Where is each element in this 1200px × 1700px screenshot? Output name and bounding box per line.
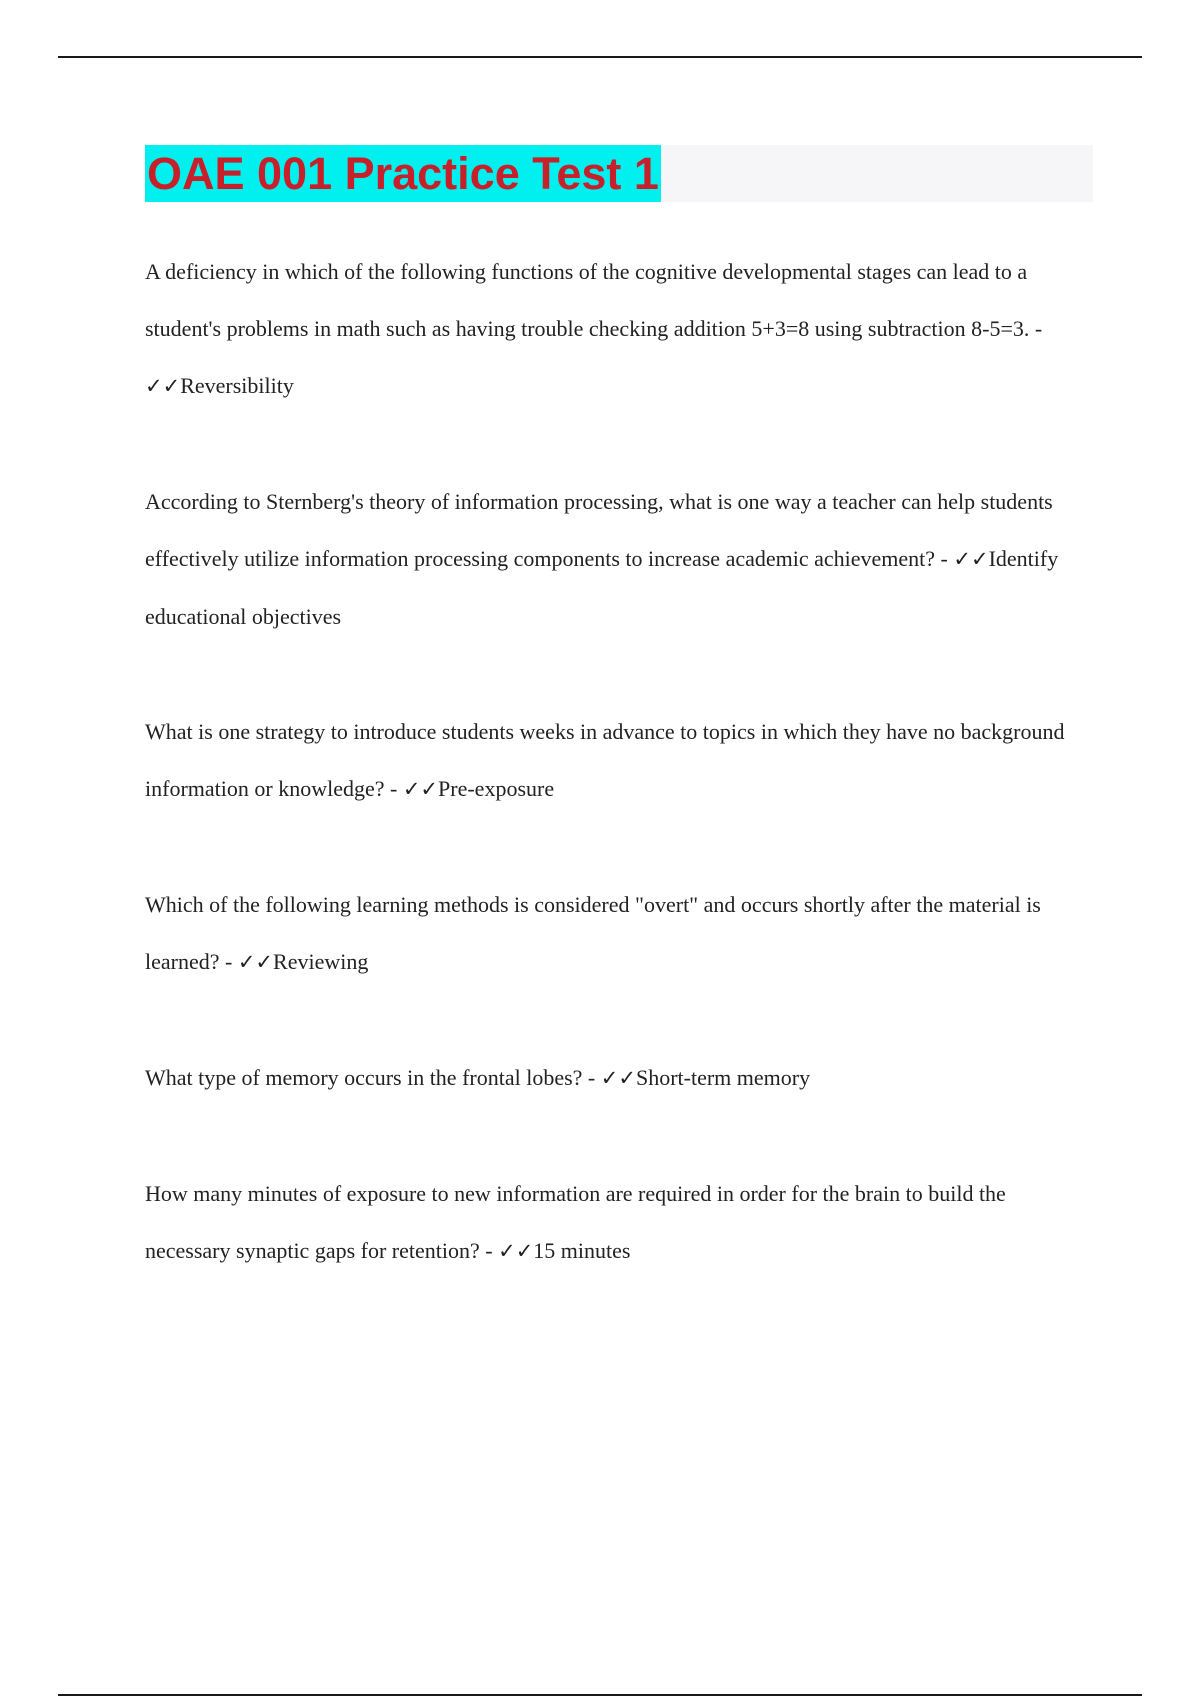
question-text: How many minutes of exposure to new information are required in order for the brain to build the necessary synaptic gaps for retention? <box>145 1181 1006 1263</box>
answer-text: 15 minutes <box>533 1238 631 1263</box>
answer-separator: - <box>479 1238 499 1263</box>
question-text: What type of memory occurs in the frontal lobes? <box>145 1065 583 1090</box>
answer-separator: - <box>1029 316 1043 341</box>
answer-separator: - <box>582 1065 601 1090</box>
question-text: What is one strategy to introduce students weeks in advance to topics in which they have no background information or knowledge? <box>145 719 1065 801</box>
double-check-icon: ✓✓ <box>953 547 989 571</box>
qa-item <box>145 876 1095 991</box>
qa-list <box>145 243 1095 1338</box>
qa-item <box>145 1049 1095 1107</box>
page-bottom-rule <box>58 1694 1142 1696</box>
answer-text: Pre-exposure <box>438 776 555 801</box>
answer-text: Short-term memory <box>635 1065 811 1090</box>
qa-item <box>145 703 1095 818</box>
question-text: Which of the following learning methods is considered "overt" and occurs shortly after the material is learned? <box>145 892 1041 974</box>
answer-text: Identify educational objectives <box>145 546 1059 629</box>
qa-item <box>145 473 1095 645</box>
answer-text: Reviewing <box>273 949 369 974</box>
answer-separator: - <box>384 776 403 801</box>
question-text: According to Sternberg's theory of information processing, what is one way a teacher can help students effectively utilize information processing components to increase academic achievement? <box>145 489 1053 571</box>
answer-separator: - <box>219 949 238 974</box>
answer-text: Reversibility <box>180 373 294 398</box>
qa-item <box>145 1165 1095 1280</box>
double-check-icon: ✓✓ <box>600 1066 636 1090</box>
page-title: OAE 001 Practice Test 1 <box>145 145 661 202</box>
double-check-icon: ✓✓ <box>402 777 439 801</box>
double-check-icon: ✓✓ <box>498 1239 534 1263</box>
answer-separator: - <box>935 546 954 571</box>
double-check-icon: ✓✓ <box>145 374 181 398</box>
double-check-icon: ✓✓ <box>237 950 274 974</box>
page-top-rule <box>58 56 1142 58</box>
qa-item <box>145 243 1095 415</box>
question-text: A deficiency in which of the following functions of the cognitive developmental stages can lead to a student's problems in math such as having trouble checking addition 5+3=8 using subtraction 8-5=3. <box>145 259 1030 341</box>
